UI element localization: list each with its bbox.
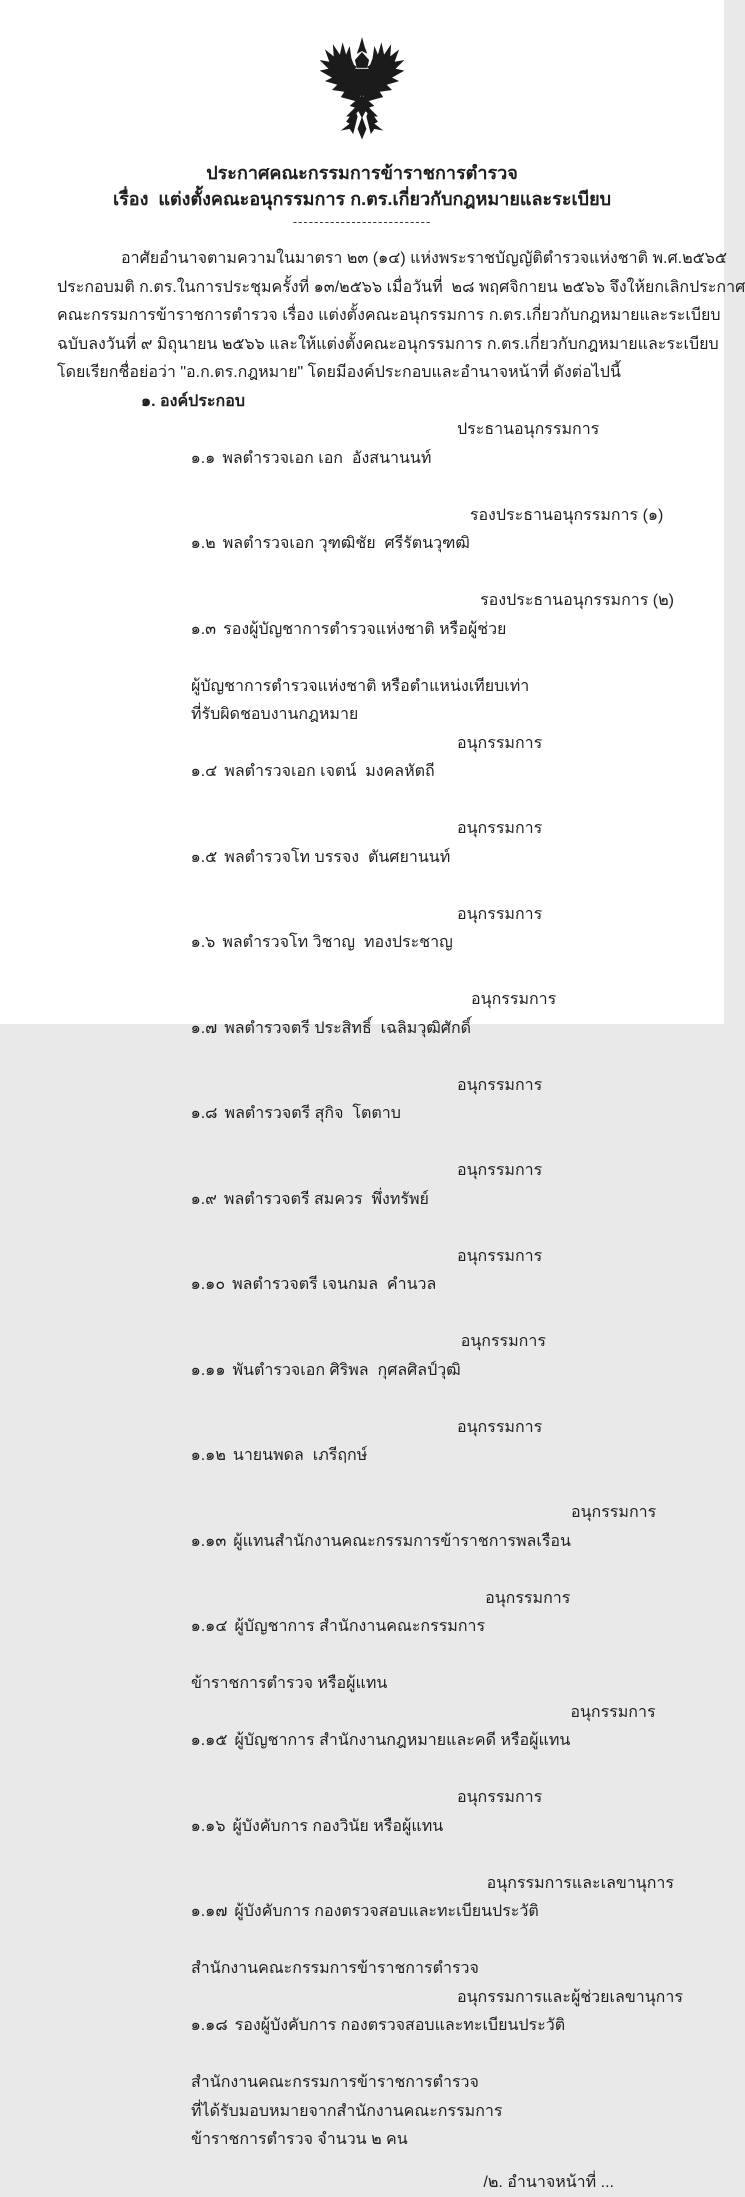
member-entry [155, 502, 674, 588]
member-number: ๑.๖ [191, 929, 216, 958]
paragraph-line: ประกอบมติ ก.ตร.ในการประชุมครั้งที่ ๑๓/๒๕๖๖ เมื่อวันที่ ๒๘ พฤศจิกายน ๒๕๖๖ จึงให้ยกเลิกประกาศ [57, 274, 674, 303]
member-name: นายนพดล เภรีฤกษ์ [233, 1447, 367, 1464]
member-role: รองประธานอนุกรรมการ (๒) [480, 587, 674, 616]
member-entry [155, 730, 674, 816]
member-name: ผู้แทนสำนักงานคณะกรรมการข้าราชการพลเรือน [233, 1533, 571, 1550]
section-1-heading: ๑. องค์ประกอบ [57, 388, 674, 417]
members-list [57, 416, 674, 2155]
member-role: อนุกรรมการ [571, 1499, 656, 1528]
member-name-continuation: ข้าราชการตำรวจ จำนวน ๒ คน [155, 2126, 674, 2155]
member-name-continuation: สำนักงานคณะกรรมการข้าราชการตำรวจ [155, 1955, 674, 1984]
member-name: พลตำรวจตรี สมควร พึ่งทรัพย์ [224, 1191, 429, 1208]
paragraph-line: โดยเรียกชื่อย่อว่า "อ.ก.ตร.กฎหมาย" โดยมีองค์ประกอบและอำนาจหน้าที่ ดังต่อไปนี้ [57, 359, 674, 388]
member-role: อนุกรรมการและผู้ช่วยเลขานุการ [457, 1984, 683, 2013]
member-entry [155, 1585, 674, 1699]
paragraph-line: ฉบับลงวันที่ ๙ มิถุนายน ๒๕๖๖ และให้แต่งตั้งคณะอนุกรรมการ ก.ตร.เกี่ยวกับกฎหมายและระเบียบ [57, 331, 674, 360]
member-name: พันตำรวจเอก ศิริพล กุศลศิลป์วุฒิ [232, 1362, 460, 1379]
member-number: ๑.๑๒ [191, 1442, 226, 1471]
member-name: ผู้บังคับการ กองวินัย หรือผู้แทน [232, 1818, 443, 1835]
member-role: อนุกรรมการ [457, 815, 542, 844]
member-entry [155, 1157, 674, 1243]
member-role: อนุกรรมการ [457, 730, 542, 759]
member-entry [155, 986, 674, 1072]
paragraph-line: อาศัยอำนาจตามความในมาตรา ๒๓ (๑๔) แห่งพระราชบัญญัติตำรวจแห่งชาติ พ.ศ.๒๕๖๕ [57, 245, 674, 274]
member-entry [155, 1072, 674, 1158]
member-number: ๑.๑๔ [191, 1613, 228, 1642]
member-name: ผู้บัญชาการ สำนักงานกฎหมายและคดี หรือผู้แทน [234, 1732, 570, 1749]
member-name: ผู้บัญชาการ สำนักงานคณะกรรมการ [234, 1618, 485, 1635]
member-name: รองผู้บัญชาการตำรวจแห่งชาติ หรือผู้ช่วย [223, 621, 506, 638]
paragraph-line: คณะกรรมการข้าราชการตำรวจ เรื่อง แต่งตั้งคณะอนุกรรมการ ก.ตร.เกี่ยวกับกฎหมายและระเบียบ [57, 302, 674, 331]
member-number: ๑.๑๗ [191, 1898, 228, 1927]
member-entry [155, 901, 674, 987]
member-entry [155, 1499, 674, 1585]
member-name: พลตำรวจเอก เอก อังสนานนท์ [222, 450, 431, 467]
member-entry [155, 815, 674, 901]
member-number: ๑.๒ [191, 530, 216, 559]
member-number: ๑.๑๓ [191, 1528, 227, 1557]
member-number: ๑.๔ [191, 758, 218, 787]
member-name: พลตำรวจตรี ประสิทธิ์ เฉลิมวุฒิศักดิ์ [224, 1020, 471, 1037]
document-title-line1: ประกาศคณะกรรมการข้าราชการตำรวจ [0, 160, 724, 186]
member-name: พลตำรวจโท บรรจง ตันศยานนท์ [224, 849, 450, 866]
member-role: อนุกรรมการ [457, 1072, 542, 1101]
member-role: อนุกรรมการ [471, 986, 556, 1015]
member-role: อนุกรรมการ [457, 1784, 542, 1813]
member-entry [155, 1870, 674, 1984]
emblem-container [0, 0, 724, 152]
member-role: อนุกรรมการและเลขานุการ [487, 1870, 674, 1899]
member-name-continuation: ที่ได้รับมอบหมายจากสำนักงานคณะกรรมการ [155, 2098, 674, 2127]
member-entry [155, 1984, 674, 2155]
member-name: พลตำรวจเอก เจตน์ มงคลหัตถี [224, 763, 434, 780]
member-number: ๑.๑๕ [191, 1727, 228, 1756]
member-role: อนุกรรมการ [457, 1157, 542, 1186]
member-role: อนุกรรมการ [461, 1328, 546, 1357]
member-role: อนุกรรมการ [457, 901, 542, 930]
document-page [0, 0, 724, 1024]
member-name: พลตำรวจตรี สุกิจ โตตาบ [225, 1105, 401, 1122]
member-number: ๑.๑๖ [191, 1813, 226, 1842]
member-name-continuation: ที่รับผิดชอบงานกฎหมาย [155, 701, 674, 730]
member-number: ๑.๑๐ [191, 1271, 226, 1300]
member-name-continuation: ผู้บัญชาการตำรวจแห่งชาติ หรือตำแหน่งเทียบเท่า [155, 673, 674, 702]
member-number: ๑.๕ [191, 844, 218, 873]
member-entry [155, 1243, 674, 1329]
member-number: ๑.๙ [191, 1186, 217, 1215]
member-name-continuation: สำนักงานคณะกรรมการข้าราชการตำรวจ [155, 2069, 674, 2098]
member-role: อนุกรรมการ [457, 1414, 542, 1443]
member-role: ประธานอนุกรรมการ [457, 416, 599, 445]
member-number: ๑.๑๑ [191, 1357, 226, 1386]
member-entry [155, 1784, 674, 1870]
member-entry [155, 1414, 674, 1500]
document-title-line2: เรื่อง แต่งตั้งคณะอนุกรรมการ ก.ตร.เกี่ยวกับกฎหมายและระเบียบ [0, 186, 724, 212]
member-entry [155, 1328, 674, 1414]
member-entry [155, 416, 674, 502]
member-number: ๑.๑ [191, 445, 216, 474]
member-name: พลตำรวจโท วิชาญ ทองประชาญ [222, 934, 452, 951]
member-number: ๑.๓ [191, 616, 217, 645]
member-name: พลตำรวจตรี เจนกมล คำนวล [232, 1276, 436, 1293]
member-role: อนุกรรมการ [457, 1243, 542, 1272]
member-role: อนุกรรมการ [485, 1585, 570, 1614]
member-number: ๑.๗ [191, 1015, 218, 1044]
member-entry [155, 587, 674, 730]
member-name-continuation: ข้าราชการตำรวจ หรือผู้แทน [155, 1670, 674, 1699]
member-role: รองประธานอนุกรรมการ (๑) [470, 502, 664, 531]
member-entry [155, 1699, 674, 1785]
member-name: รองผู้บังคับการ กองตรวจสอบและทะเบียนประวัติ [235, 2017, 565, 2034]
title-divider: -------------------------- [0, 215, 724, 229]
member-name: ผู้บังคับการ กองตรวจสอบและทะเบียนประวัติ [234, 1903, 538, 1920]
member-number: ๑.๑๘ [191, 2012, 228, 2041]
document-body [57, 245, 674, 2197]
member-role: อนุกรรมการ [570, 1699, 655, 1728]
page-continuation-note: /๒. อำนาจหน้าที่ ... [57, 2169, 674, 2197]
member-name: พลตำรวจเอก วุฑฒิชัย ศรีรัตนวุฑฒิ [223, 535, 470, 552]
member-number: ๑.๘ [191, 1100, 218, 1129]
garuda-emblem-icon [309, 33, 415, 152]
